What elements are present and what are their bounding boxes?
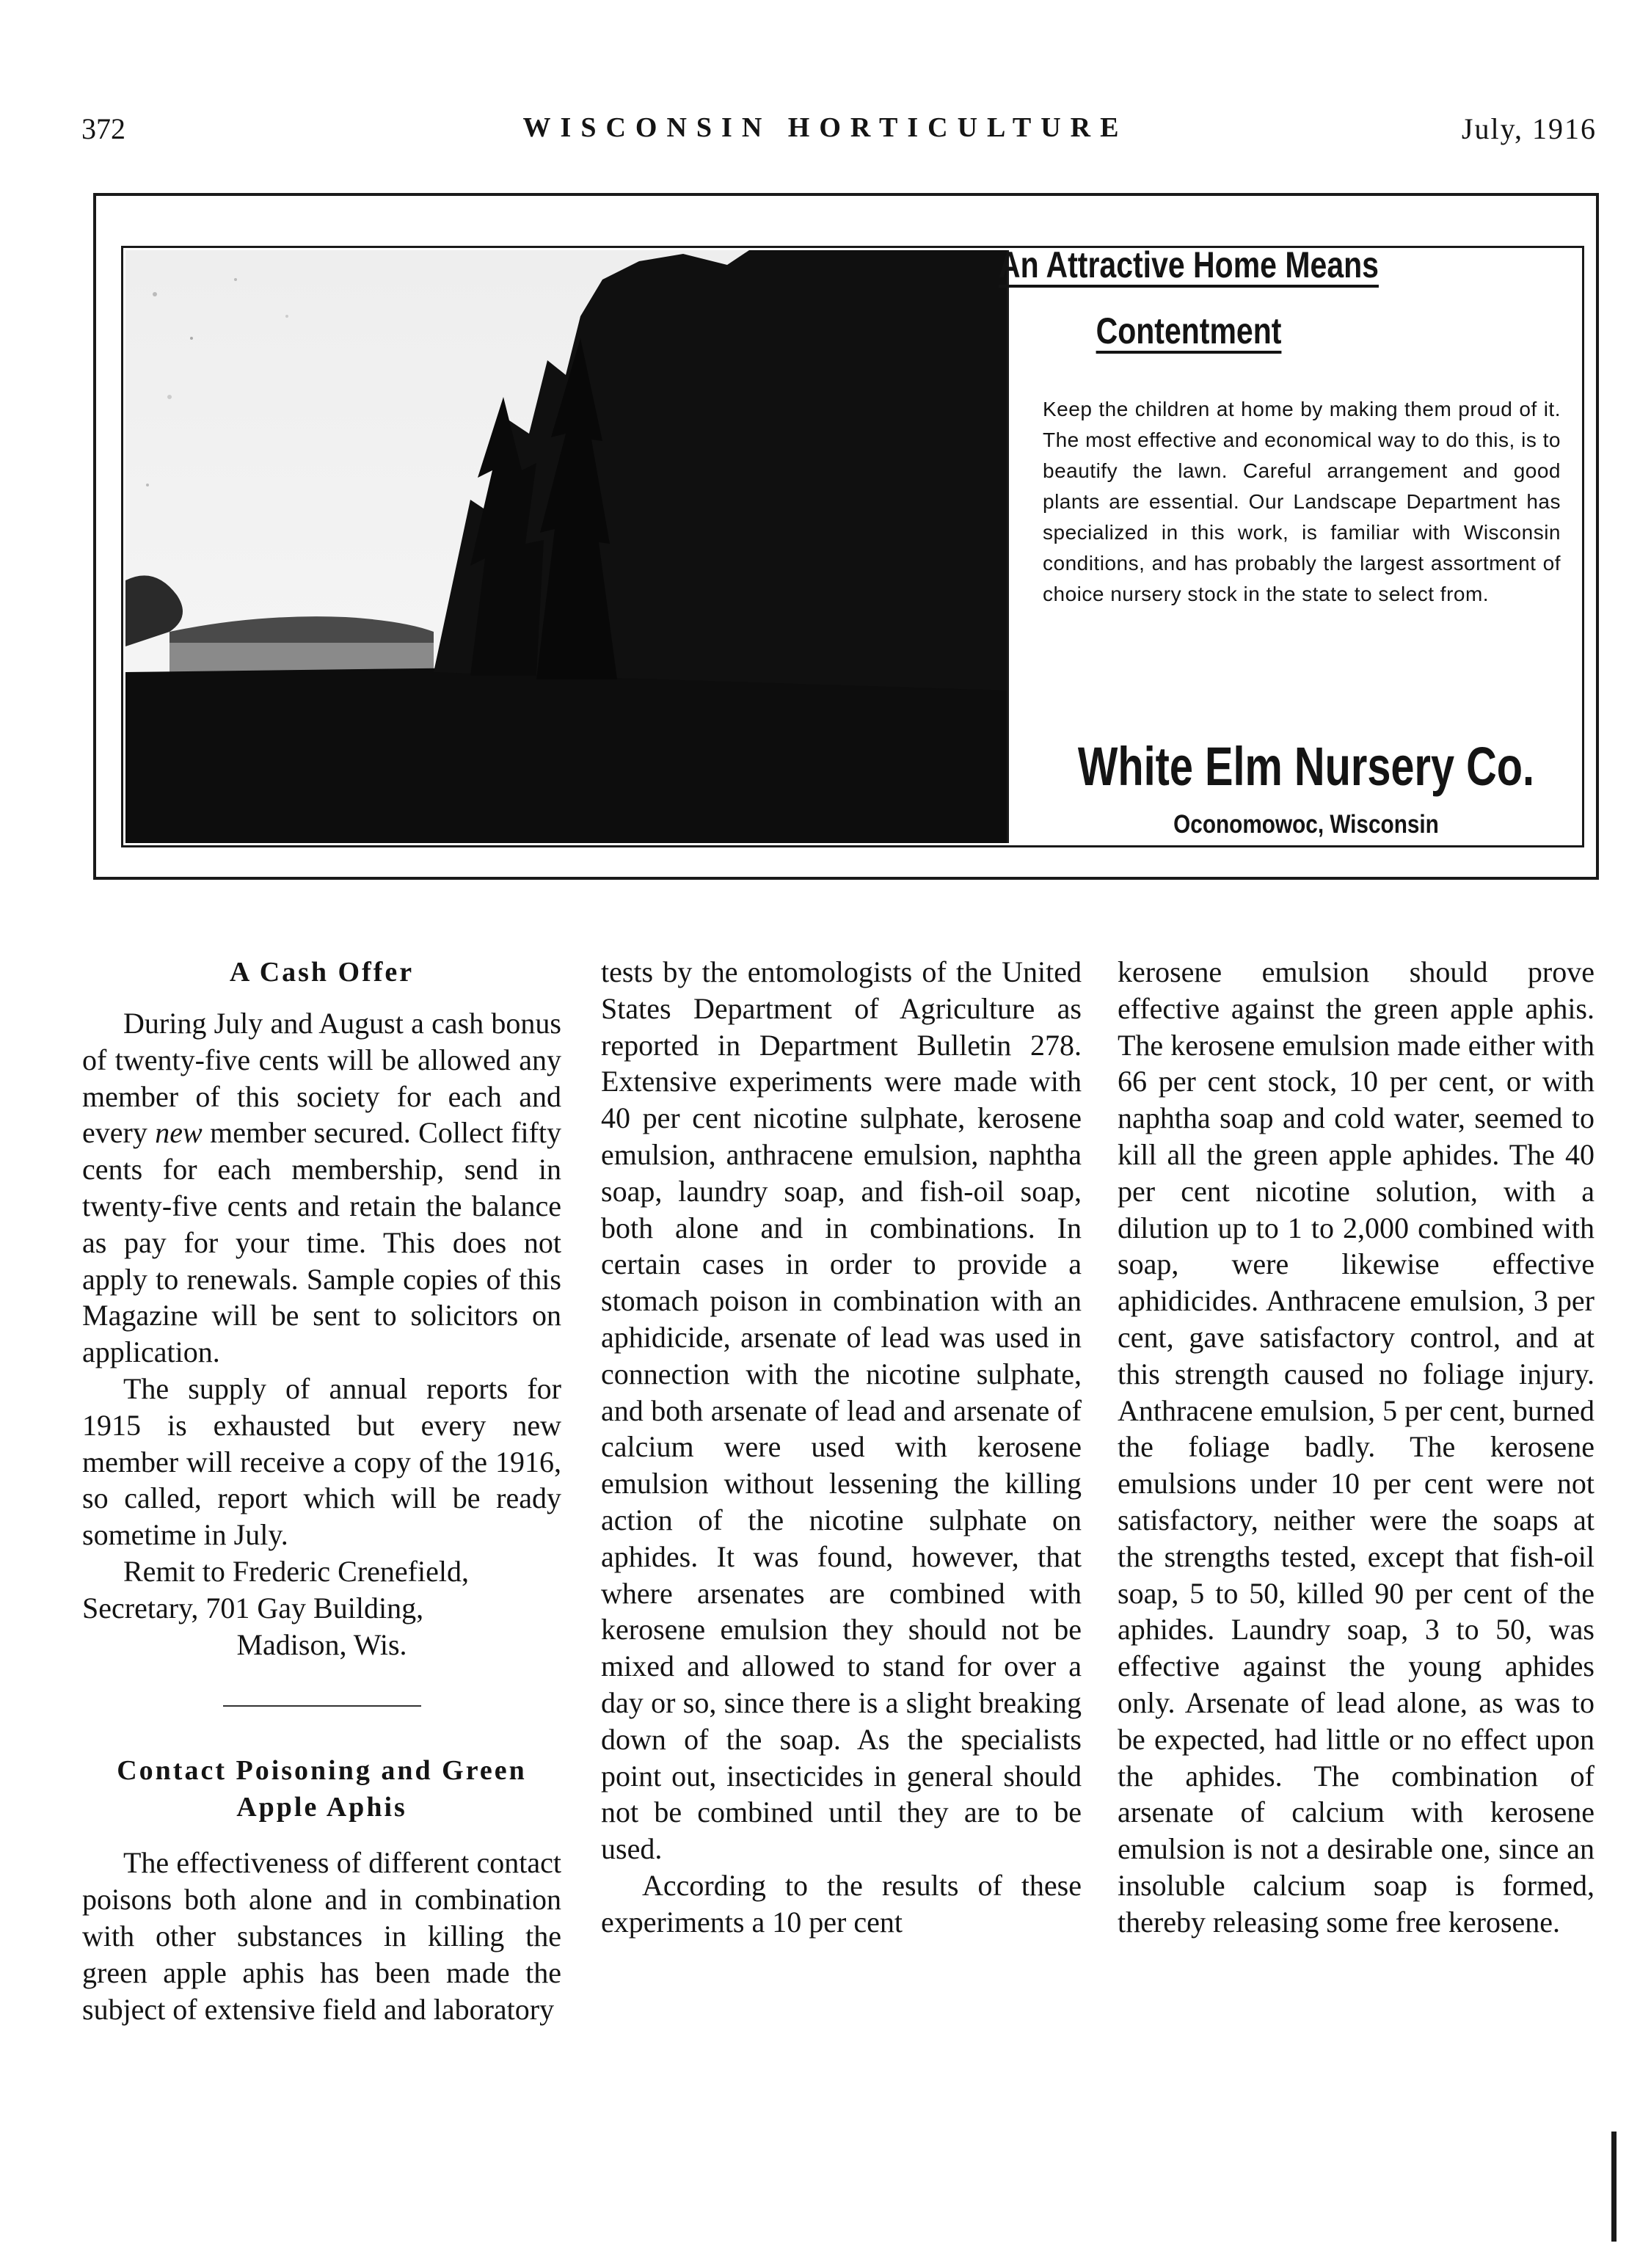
- ad-body-text: Keep the children at home by making them proud of it. The most effective and economical way to do this, is to beautify the lawn. Careful arrangement and good plants are essential. Our Landscape Department has specialized in this work, is familiar with Wisconsin conditions, and has probably the largest assortment of choice nursery stock in the state to select from.: [1043, 398, 1561, 605]
- ad-headline-line1: An Attractive Home Means: [999, 244, 1379, 285]
- cash-offer-remit-line-3: Madison, Wis.: [236, 1627, 407, 1661]
- landscape-photo: [125, 250, 1009, 843]
- ad-company-location: Oconomowoc, Wisconsin: [1173, 810, 1439, 839]
- evergreen-trees-photo: [125, 250, 1007, 843]
- section-divider: [223, 1705, 421, 1707]
- column-3: [1118, 954, 1594, 1941]
- cash-offer-title: A Cash Offer: [229, 957, 415, 988]
- journal-title: WISCONSIN HORTICULTURE: [522, 112, 1129, 143]
- ad-headline-line2: Contentment: [1096, 310, 1282, 351]
- emphasis-new: new: [155, 1116, 203, 1150]
- column-1: [82, 954, 561, 2027]
- cash-offer-paragraph-2: The supply of annual reports for 1915 is exhausted but every new member will receive a copy of the 1916, so called, report which will be ready sometime in July.: [82, 1371, 561, 1552]
- page-edge-mark: [1611, 2132, 1617, 2242]
- cash-offer-remit-line-2: Secretary, 701 Gay Building,: [82, 1591, 424, 1625]
- page-number: 372: [81, 112, 125, 145]
- column-2: [601, 954, 1082, 1941]
- contact-article-paragraph-2-start: According to the results of these experiments a 10 per cent: [601, 1868, 1082, 1939]
- contact-article-paragraph-2-cont: kerosene emulsion should prove effective against the green apple aphis. The kerosene emulsion made either with 66 per cent stock, 10 per cent, or with naphtha soap and cold water, seemed to kill all the green apple aphides. The 40 per cent nicotine solution, with a dilution up to 1 to 2,000 combined with soap, were likewise effective aphidicides. Anthracene emulsion, 3 per cent, gave satisfactory control, and at this strength caused no foliage injury. Anthracene emulsion, 5 per cent, burned the foliage badly. The kerosene emulsions under 10 per cent were not satisfactory, neither were the soaps at the strengths tested, except that fish-oil soap, 5 to 50, killed 90 per cent of the aphides. Laundry soap, 3 to 50, was effective against the young aphides only. Arsenate of lead alone, as was to be expected, had little or no effect upon the aphides. The combination of arsenate of calcium with kerosene emulsion is not a desirable one, since an insoluble calcium soap is formed, thereby releasing some free kerosene.: [1118, 955, 1594, 1939]
- contact-article-title: Contact Poisoning and Green Apple Aphis: [117, 1755, 527, 1823]
- contact-article-paragraph-1-start: The effectiveness of different contact poisons both alone and in combination with other substances in killing the green apple aphis has been made the subject of extensive field and laboratory: [82, 1846, 561, 2026]
- cash-offer-remit-line-1: Remit to Frederic Crenefield,: [123, 1554, 469, 1588]
- cash-offer-paragraph-1: During July and August a cash bonus of twenty-five cents will be allowed any member of this society for each and every new member secured. Collect fifty cents for each membership, send in twenty-five cents and retain the balance as pay for your time. This does not apply to renewals. Sample copies of this Magazine will be sent to solicitors on application.: [82, 1007, 562, 1369]
- ad-company-name: White Elm Nursery Co.: [1077, 736, 1535, 797]
- issue-date: July, 1916: [1461, 112, 1597, 145]
- contact-article-paragraph-1-cont: tests by the entomologists of the United States Department of Agriculture as reported in Department Bulletin 278. Extensive experiments were made with 40 per cent nicotine sulphate, kerosene emulsion, anthracene emulsion, naphtha soap, laundry soap, and fish-oil soap, both alone and in combinations. In certain cases in order to provide a stomach poison in combination with an aphidicide, arsenate of lead was used in connection with the nicotine sulphate, and both arsenate of lead and arsenate of calcium were used with kerosene emulsion without lessening the killing action of the nicotine sulphate on aphides. It was found, however, that where arsenates are combined with kerosene emulsion they should not be mixed and allowed to stand for over a day or so, since there is a slight breaking down of the soap. As the specialists point out, insecticides in general should not be combined until they are to be used.: [601, 955, 1082, 1866]
